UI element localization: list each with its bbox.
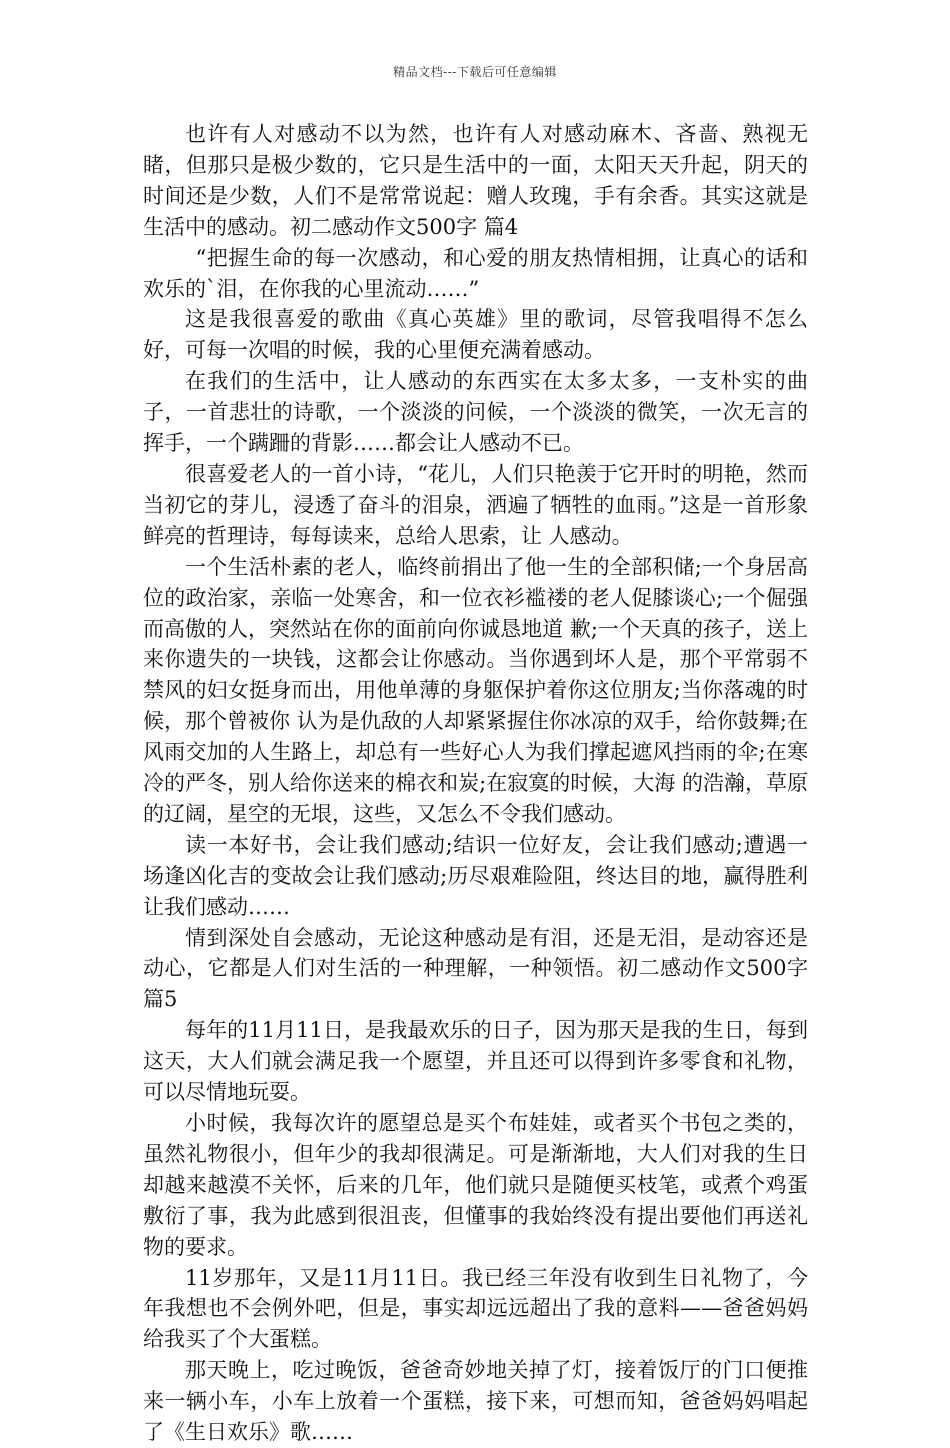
paragraph: 那天晚上，吃过晚饭，爸爸奇妙地关掉了灯，接着饭厅的门口便推来一辆小车，小车上放着一个蛋糕，接下来，可想而知，爸爸妈妈唱起了《生日欢乐》歌…… [143, 1358, 808, 1445]
paragraph: 在我们的生活中，让人感动的东西实在太多太多，一支朴实的曲子，一首悲壮的诗歌，一个淡淡的问候，一个淡淡的微笑，一次无言的挥手，一个蹒跚的背影……都会让人感动不已。 [143, 369, 808, 456]
paragraph: 每年的11月11日，是我最欢乐的日子，因为那天是我的生日，每到这天，大人们就会满足我一个愿望，并且还可以得到许多零食和礼物，可以尽情地玩耍。 [143, 1018, 808, 1105]
paragraph: 这是我很喜爱的歌曲《真心英雄》里的歌词，尽管我唱得不怎么好，可每一次唱的时候，我的心里便充满着感动。 [143, 307, 808, 363]
paragraph: 也许有人对感动不以为然，也许有人对感动麻木、吝啬、熟视无睹，但那只是极少数的，它只是生活中的一面，太阳天天升起，阴天的时间还是少数，人们不是常常说起：赠人玫瑰，手有余香。其实这就是生活中的感动。初二感动作文500字 篇4 [143, 122, 808, 239]
page-header: 精品文档---下载后可任意编辑 [393, 65, 557, 79]
paragraph: 很喜爱老人的一首小诗，“花儿，人们只艳羡于它开时的明艳，然而当初它的芽儿，浸透了奋斗的泪泉，洒遍了牺牲的血雨。”这是一首形象鲜亮的哲理诗，每每读来，总给人思索，让 人感动。 [143, 461, 808, 548]
paragraph: “把握生命的每一次感动，和心爱的朋友热情相拥，让真心的话和欢乐的`泪，在你我的心里流动……” [143, 245, 808, 301]
paragraph: 一个生活朴素的老人，临终前捐出了他一生的全部积储;一个身居高位的政治家，亲临一处寒舍，和一位衣衫褴褛的老人促膝谈心;一个倔强而高傲的人，突然站在你的面前向你诚恳地道 歉;一个天真的孩子，送上来你遗失的一块钱，这都会让你感动。当你遇到坏人是，那个平常弱不禁风的妇女挺身而出，用他单薄的身躯保护着你这位朋友;当你落魂的时候，那个曾被你 认为是仇敌的人却紧紧握住你冰凉的双手，给你鼓舞;在风雨交加的人生路上，却总有一些好心人为我们撑起遮风挡雨的伞;在寒冷的严冬，别人给你送来的棉衣和炭;在寂寞的时候，大海 的浩瀚，草原的辽阔，星空的无垠，这些，又怎么不令我们感动。 [143, 554, 808, 826]
paragraph: 11岁那年，又是11月11日。我已经三年没有收到生日礼物了，今年我想也不会例外吧，但是，事实却远远超出了我的意料——爸爸妈妈给我买了个大蛋糕。 [143, 1265, 808, 1352]
paragraph: 情到深处自会感动，无论这种感动是有泪，还是无泪，是动容还是动心，它都是人们对生活的一种理解，一种领悟。初二感动作文500字 篇5 [143, 925, 808, 1012]
article-body [143, 119, 808, 1448]
paragraph: 读一本好书，会让我们感动;结识一位好友，会让我们感动;遭遇一场逢凶化吉的变故会让我们感动;历尽艰难险阻，终达目的地，赢得胜利让我们感动…… [143, 832, 808, 919]
paragraph: 小时候，我每次许的愿望总是买个布娃娃，或者买个书包之类的，虽然礼物很小，但年少的我却很满足。可是渐渐地，大人们对我的生日却越来越漠不关怀，后来的几年，他们就只是随便买枝笔，或煮个鸡蛋敷衍了事，我为此感到很沮丧，但懂事的我始终没有提出要他们再送礼物的要求。 [143, 1111, 808, 1259]
